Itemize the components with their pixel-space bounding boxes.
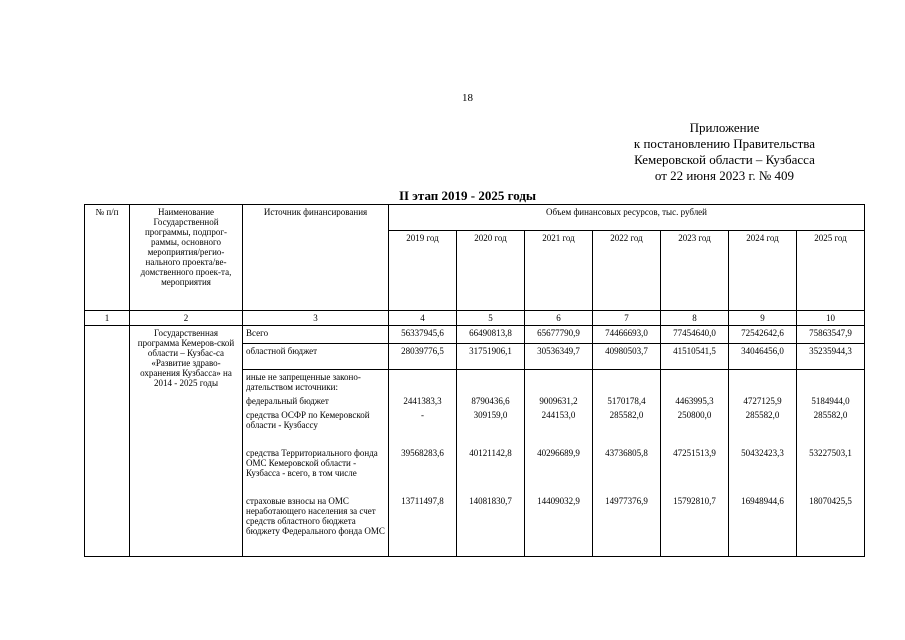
index-cell: 6	[525, 311, 593, 326]
value-cell: 56337945,6	[389, 326, 457, 344]
source-cell: страховые взносы на ОМС неработающего населения за счет средств областного бюджета бюджету Федерального фонда ОМС	[243, 494, 389, 556]
budget-table	[84, 204, 865, 557]
value-cell: 30536349,7	[525, 344, 593, 370]
index-cell: 9	[729, 311, 797, 326]
value-cell: 53227503,1	[797, 446, 865, 494]
value-cell: 40296689,9	[525, 446, 593, 494]
value-cell: 40980503,7	[593, 344, 661, 370]
value-cell: 77454640,0	[661, 326, 729, 344]
source-cell: средства ОСФР по Кемеровской области - Кузбассу	[243, 408, 389, 446]
table-row	[85, 326, 865, 344]
row-number-cell	[85, 326, 130, 557]
value-cell: 244153,0	[525, 408, 593, 446]
value-cell	[593, 370, 661, 395]
value-cell: 18070425,5	[797, 494, 865, 556]
value-cell: 13711497,8	[389, 494, 457, 556]
index-cell: 10	[797, 311, 865, 326]
value-cell: 285582,0	[729, 408, 797, 446]
header-year: 2023 год	[661, 231, 729, 311]
value-cell: 8790436,6	[457, 394, 525, 408]
source-cell: федеральный бюджет	[243, 394, 389, 408]
header-source: Источник финансирования	[243, 205, 389, 311]
index-cell: 8	[661, 311, 729, 326]
appendix-title: Приложение	[689, 120, 760, 135]
value-cell: 14409032,9	[525, 494, 593, 556]
value-cell: 39568283,6	[389, 446, 457, 494]
appendix-line-date: от 22 июня 2023 г. № 409	[654, 168, 795, 183]
header-year: 2025 год	[797, 231, 865, 311]
header-volume: Объем финансовых ресурсов, тыс. рублей	[389, 205, 865, 231]
index-cell: 4	[389, 311, 457, 326]
value-cell: 34046456,0	[729, 344, 797, 370]
header-year: 2024 год	[729, 231, 797, 311]
index-cell: 2	[130, 311, 243, 326]
value-cell: 66490813,8	[457, 326, 525, 344]
value-cell	[389, 370, 457, 395]
value-cell: 285582,0	[797, 408, 865, 446]
value-cell: 5170178,4	[593, 394, 661, 408]
value-cell: 28039776,5	[389, 344, 457, 370]
value-cell: 285582,0	[593, 408, 661, 446]
header-year: 2021 год	[525, 231, 593, 311]
index-row	[85, 311, 865, 326]
header-name: Наименование Государственной программы, подпрог-раммы, основного мероприятия/регио-нального проекта/ве-домственного проек-та, мероприятия	[130, 205, 243, 311]
index-cell: 5	[457, 311, 525, 326]
value-cell: 14977376,9	[593, 494, 661, 556]
source-cell: средства Территориального фонда ОМС Кемеровской области - Кузбасса - всего, в том числе	[243, 446, 389, 494]
index-cell: 1	[85, 311, 130, 326]
value-cell: -	[389, 408, 457, 446]
index-cell: 3	[243, 311, 389, 326]
appendix-line-region: Кемеровской области – Кузбасса	[634, 152, 815, 167]
header-row-1	[85, 205, 865, 231]
header-year: 2020 год	[457, 231, 525, 311]
value-cell	[729, 370, 797, 395]
appendix-line-decree: к постановлению Правительства	[633, 136, 815, 151]
value-cell: 5184944,0	[797, 394, 865, 408]
index-cell: 7	[593, 311, 661, 326]
value-cell: 65677790,9	[525, 326, 593, 344]
value-cell: 75863547,9	[797, 326, 865, 344]
value-cell: 50432423,3	[729, 446, 797, 494]
value-cell: 74466693,0	[593, 326, 661, 344]
program-name: Государственная программа Кемеров-ской области – Кузбас-са «Развитие здраво-охранения Кузбасса» на 2014 - 2025 годы	[130, 326, 243, 557]
value-cell: 35235944,3	[797, 344, 865, 370]
value-cell: 309159,0	[457, 408, 525, 446]
header-year: 2019 год	[389, 231, 457, 311]
source-cell: областной бюджет	[243, 344, 389, 370]
appendix-header	[634, 120, 815, 184]
value-cell: 4727125,9	[729, 394, 797, 408]
value-cell: 4463995,3	[661, 394, 729, 408]
header-num: № п/п	[85, 205, 130, 311]
value-cell: 9009631,2	[525, 394, 593, 408]
value-cell: 31751906,1	[457, 344, 525, 370]
value-cell: 2441383,3	[389, 394, 457, 408]
value-cell: 72542642,6	[729, 326, 797, 344]
header-year: 2022 год	[593, 231, 661, 311]
page-number: 18	[462, 92, 473, 104]
value-cell	[661, 370, 729, 395]
value-cell: 14081830,7	[457, 494, 525, 556]
value-cell: 16948944,6	[729, 494, 797, 556]
value-cell: 43736805,8	[593, 446, 661, 494]
value-cell	[525, 370, 593, 395]
source-cell: Всего	[243, 326, 389, 344]
source-cell: иные не запрещенные законо-дательством источники:	[243, 370, 389, 395]
value-cell	[797, 370, 865, 395]
value-cell: 250800,0	[661, 408, 729, 446]
value-cell: 47251513,9	[661, 446, 729, 494]
value-cell	[457, 370, 525, 395]
value-cell: 15792810,7	[661, 494, 729, 556]
value-cell: 40121142,8	[457, 446, 525, 494]
value-cell: 41510541,5	[661, 344, 729, 370]
stage-title: II этап 2019 - 2025 годы	[398, 188, 537, 203]
